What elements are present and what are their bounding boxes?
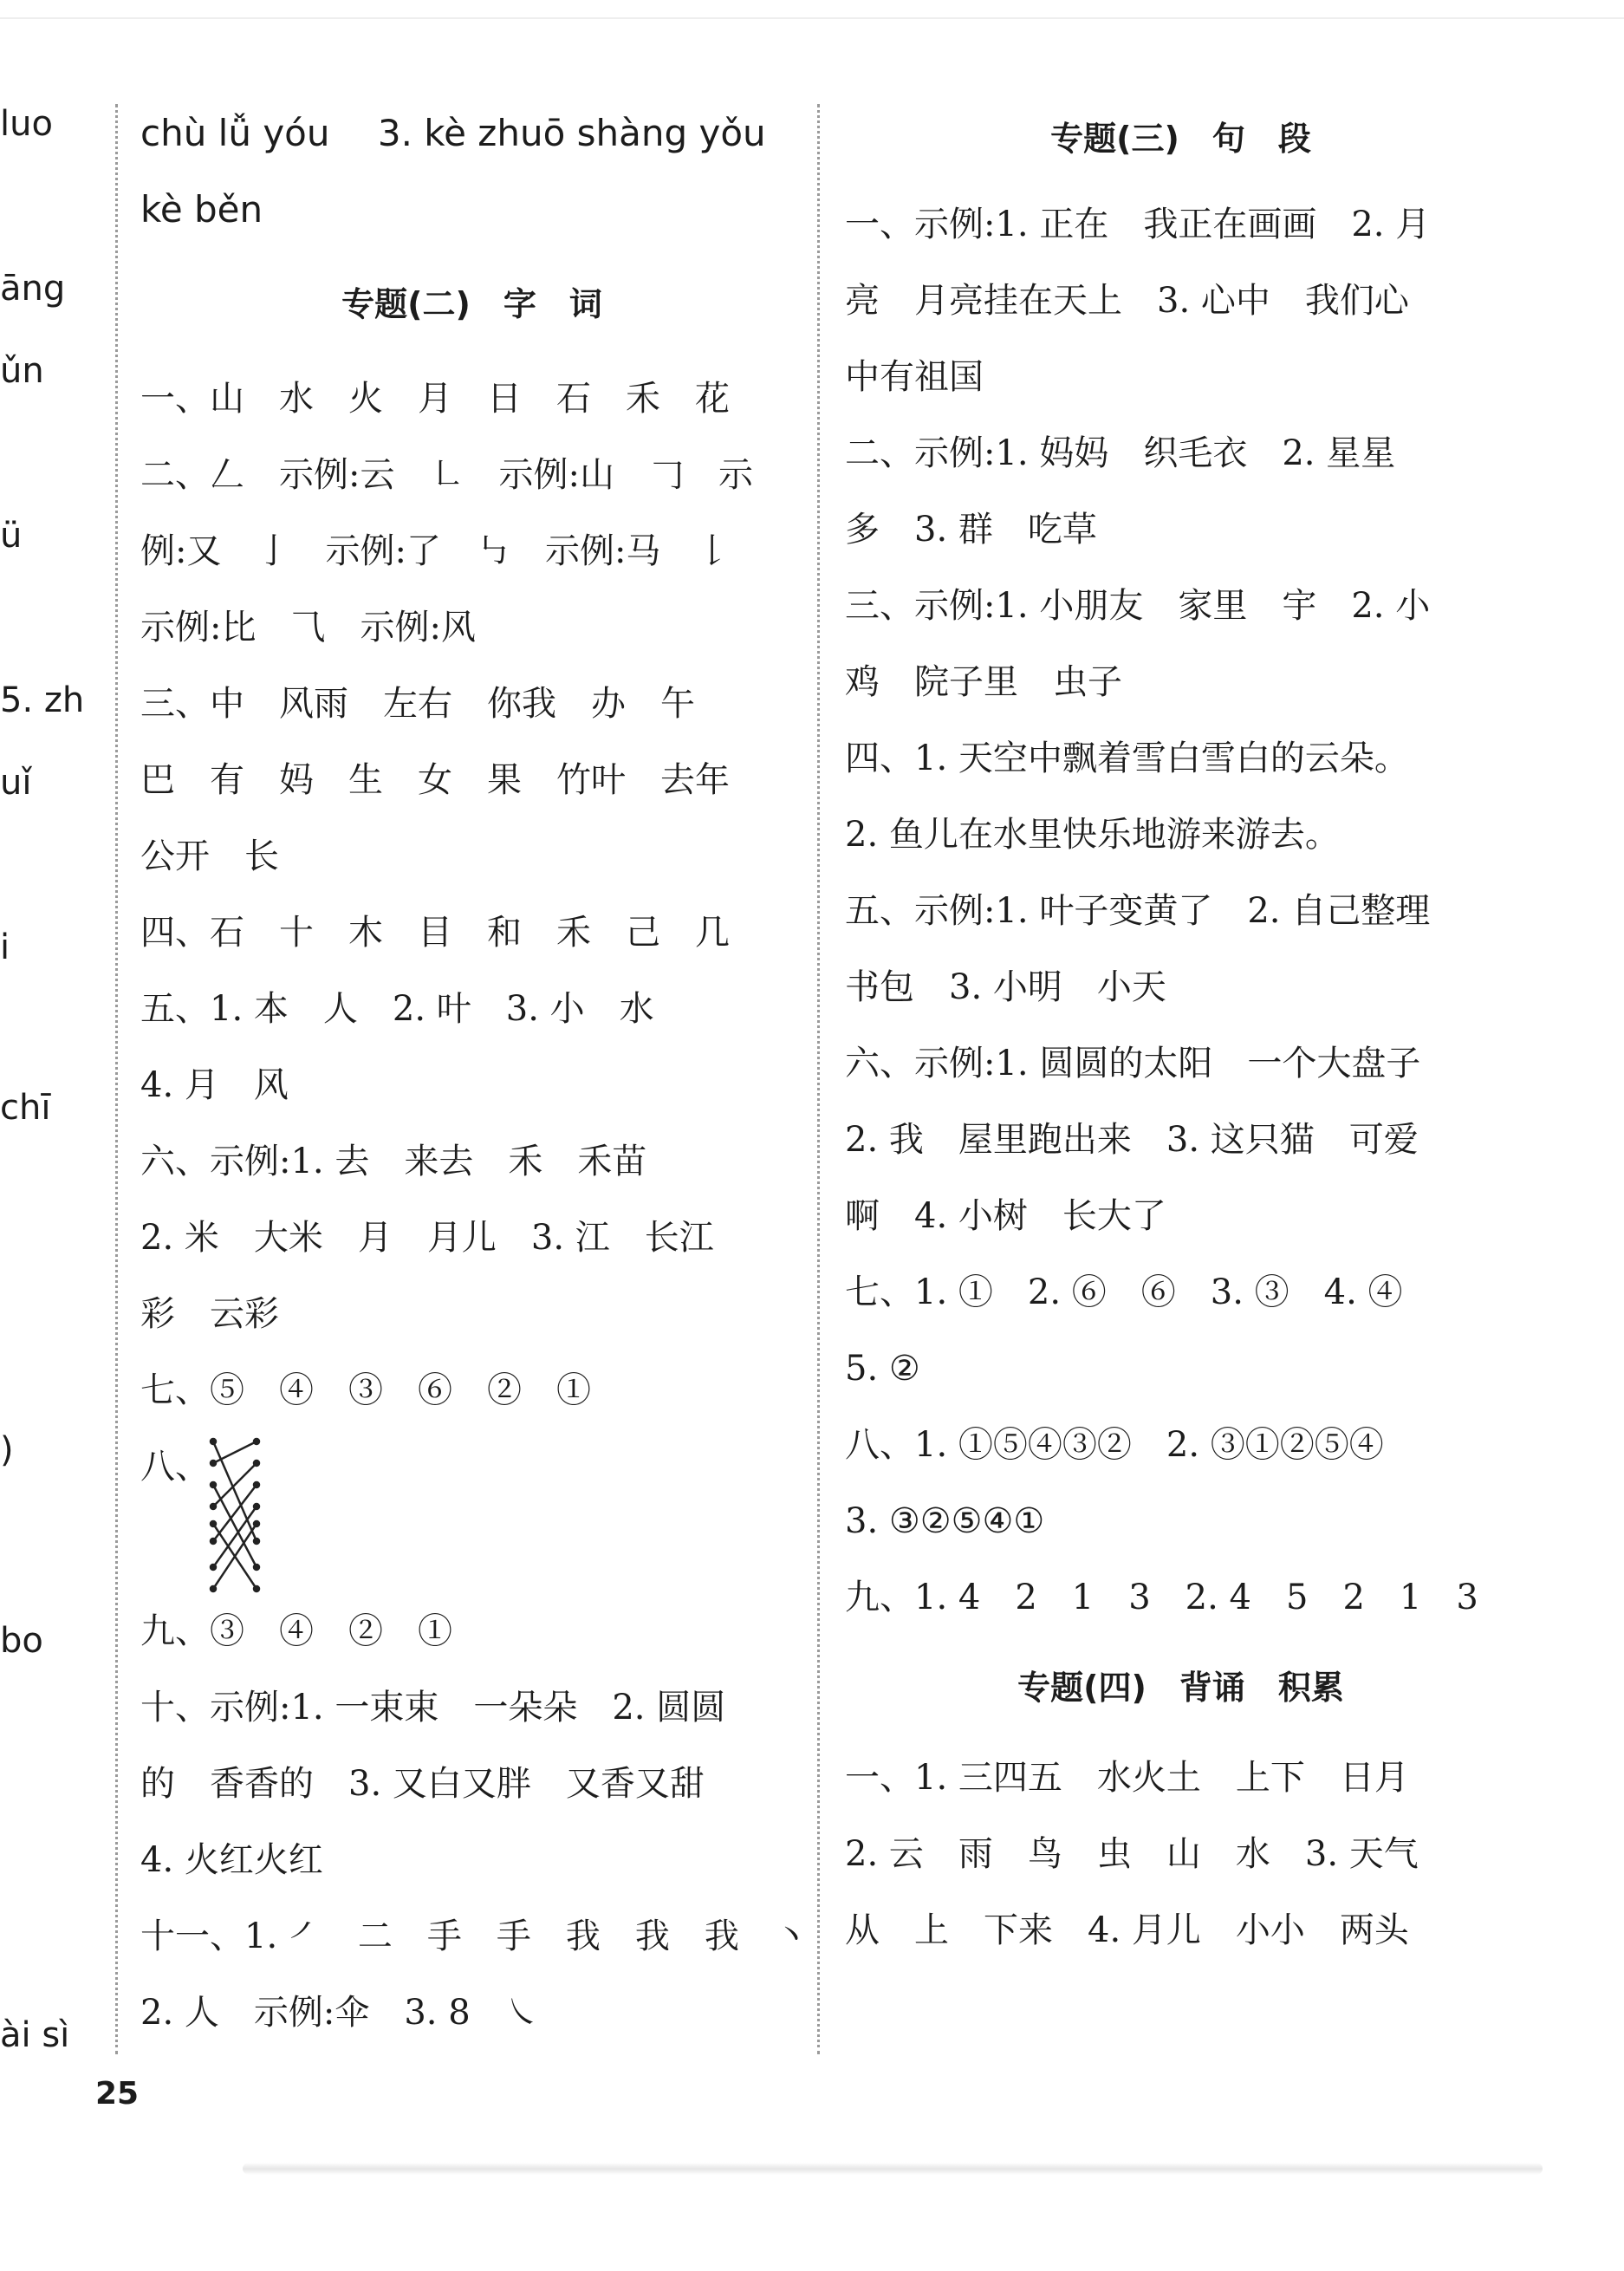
- answer-line: 2. 云 雨 鸟 虫 山 水 3. 天气: [845, 1834, 1419, 1874]
- page-edge-shadow: [243, 2163, 1543, 2175]
- column-divider: [817, 104, 820, 2054]
- answer-line: 例:又 亅 示例:了 ㇉ 示例:马 𠄌: [140, 531, 731, 571]
- strip-text: 5. zh: [0, 680, 85, 720]
- answer-line: 啊 4. 小树 长大了: [845, 1196, 1166, 1236]
- answer-line: 一、山 水 火 月 日 石 禾 花: [140, 379, 730, 419]
- strip-text: i: [0, 927, 10, 967]
- answer-line: 七、⑤ ④ ③ ⑥ ② ①: [140, 1370, 591, 1410]
- answer-line: 六、示例:1. 去 来去 禾 禾苗: [140, 1142, 647, 1181]
- answer-line: 4. 月 风: [140, 1065, 289, 1105]
- section-heading: 专题(二) 字 词: [341, 285, 602, 323]
- left-cropped-column: [0, 0, 108, 2063]
- answer-line: 九、③ ④ ② ①: [140, 1611, 452, 1651]
- answer-column-2: [845, 91, 1517, 1968]
- strip-text: ài sì: [0, 2015, 70, 2055]
- strip-text: āng: [0, 269, 66, 309]
- strip-text: ü: [0, 516, 23, 556]
- answer-line: 三、示例:1. 小朋友 家里 宇 2. 小: [845, 586, 1431, 626]
- pinyin-line: kè běn: [140, 188, 263, 231]
- answer-line: 亮 月亮挂在天上 3. 心中 我们心: [845, 281, 1409, 321]
- strip-text: ): [0, 1430, 14, 1470]
- column-divider: [115, 104, 118, 2054]
- answer-line: 八、: [140, 1447, 210, 1487]
- answer-line: 公开 长: [140, 836, 279, 876]
- answer-line: 5. ②: [845, 1349, 920, 1389]
- answer-line: 从 上 下来 4. 月儿 小小 两头: [845, 1910, 1409, 1950]
- answer-line: 五、1. 本 人 2. 叶 3. 小 水: [140, 989, 654, 1029]
- matching-lines-diagram: [203, 1437, 272, 1593]
- answer-line: 十、示例:1. 一束束 一朵朵 2. 圆圆: [140, 1688, 726, 1728]
- top-rule: [0, 17, 1624, 19]
- answer-line: 2. 鱼儿在水里快乐地游来游去。: [845, 815, 1340, 855]
- answer-line: 的 香香的 3. 又白又胖 又香又甜: [140, 1764, 705, 1804]
- answer-line: 四、1. 天空中飘着雪白雪白的云朵。: [845, 739, 1409, 778]
- answer-line: 2. 我 屋里跑出来 3. 这只猫 可爱: [845, 1120, 1419, 1160]
- strip-text: uǐ: [0, 763, 32, 803]
- answer-line: 九、1. 4 2 1 3 2. 4 5 2 1 3: [845, 1578, 1478, 1617]
- answer-line: 一、示例:1. 正在 我正在画画 2. 月: [845, 205, 1431, 244]
- answer-line: 鸡 院子里 虫子: [845, 662, 1122, 702]
- answer-line: 十一、1. ㇒ 二 手 手 我 我 我 丶: [140, 1916, 809, 1956]
- answer-line: 书包 3. 小明 小天: [845, 967, 1166, 1007]
- answer-line: 六、示例:1. 圆圆的太阳 一个大盘子: [845, 1044, 1421, 1083]
- answer-line: 中有祖国: [845, 357, 984, 397]
- answer-line: 4. 火红火红: [140, 1840, 323, 1880]
- strip-text: ǔn: [0, 351, 44, 391]
- answer-column-1: [140, 95, 809, 2051]
- answer-line: 二、示例:1. 妈妈 织毛衣 2. 星星: [845, 433, 1396, 473]
- answer-line: 八、1. ①⑤④③② 2. ③①②⑤④: [845, 1425, 1384, 1465]
- page-number: 25: [95, 2076, 140, 2112]
- strip-text: bo: [0, 1621, 43, 1661]
- answer-line: 四、石 十 木 目 和 禾 己 几: [140, 913, 730, 953]
- matching-answer: [140, 1428, 803, 1593]
- answer-line: 二、𠃋 示例:云 ㇗ 示例:山 𠃌 示: [140, 455, 753, 495]
- answer-line: 2. 人 示例:伞 3. 8 ㇏: [140, 1993, 540, 2033]
- answer-line: 2. 米 大米 月 月儿 3. 江 长江: [140, 1218, 714, 1258]
- strip-text: luo: [0, 104, 53, 144]
- pinyin-line: chù lǚ yóu 3. kè zhuō shàng yǒu: [140, 112, 766, 154]
- answer-line: 彩 云彩: [140, 1294, 279, 1334]
- answer-line: 示例:比 ⺄ 示例:风: [140, 608, 476, 647]
- answer-line: 五、示例:1. 叶子变黄了 2. 自己整理: [845, 891, 1431, 931]
- answer-line: 一、1. 三四五 水火土 上下 日月: [845, 1758, 1409, 1798]
- answer-line: 三、中 风雨 左右 你我 办 午: [140, 684, 695, 724]
- answer-line: 七、1. ① 2. ⑥ ⑥ 3. ③ 4. ④: [845, 1272, 1403, 1312]
- answer-line: 3. ③②⑤④①: [845, 1501, 1045, 1541]
- answer-line: 多 3. 群 吃草: [845, 510, 1097, 550]
- strip-text: chī: [0, 1088, 51, 1128]
- answer-line: 巴 有 妈 生 女 果 竹叶 去年: [140, 760, 730, 800]
- section-heading: 专题(三) 句 段: [1050, 120, 1311, 158]
- section-heading: 专题(四) 背诵 积累: [1017, 1669, 1344, 1707]
